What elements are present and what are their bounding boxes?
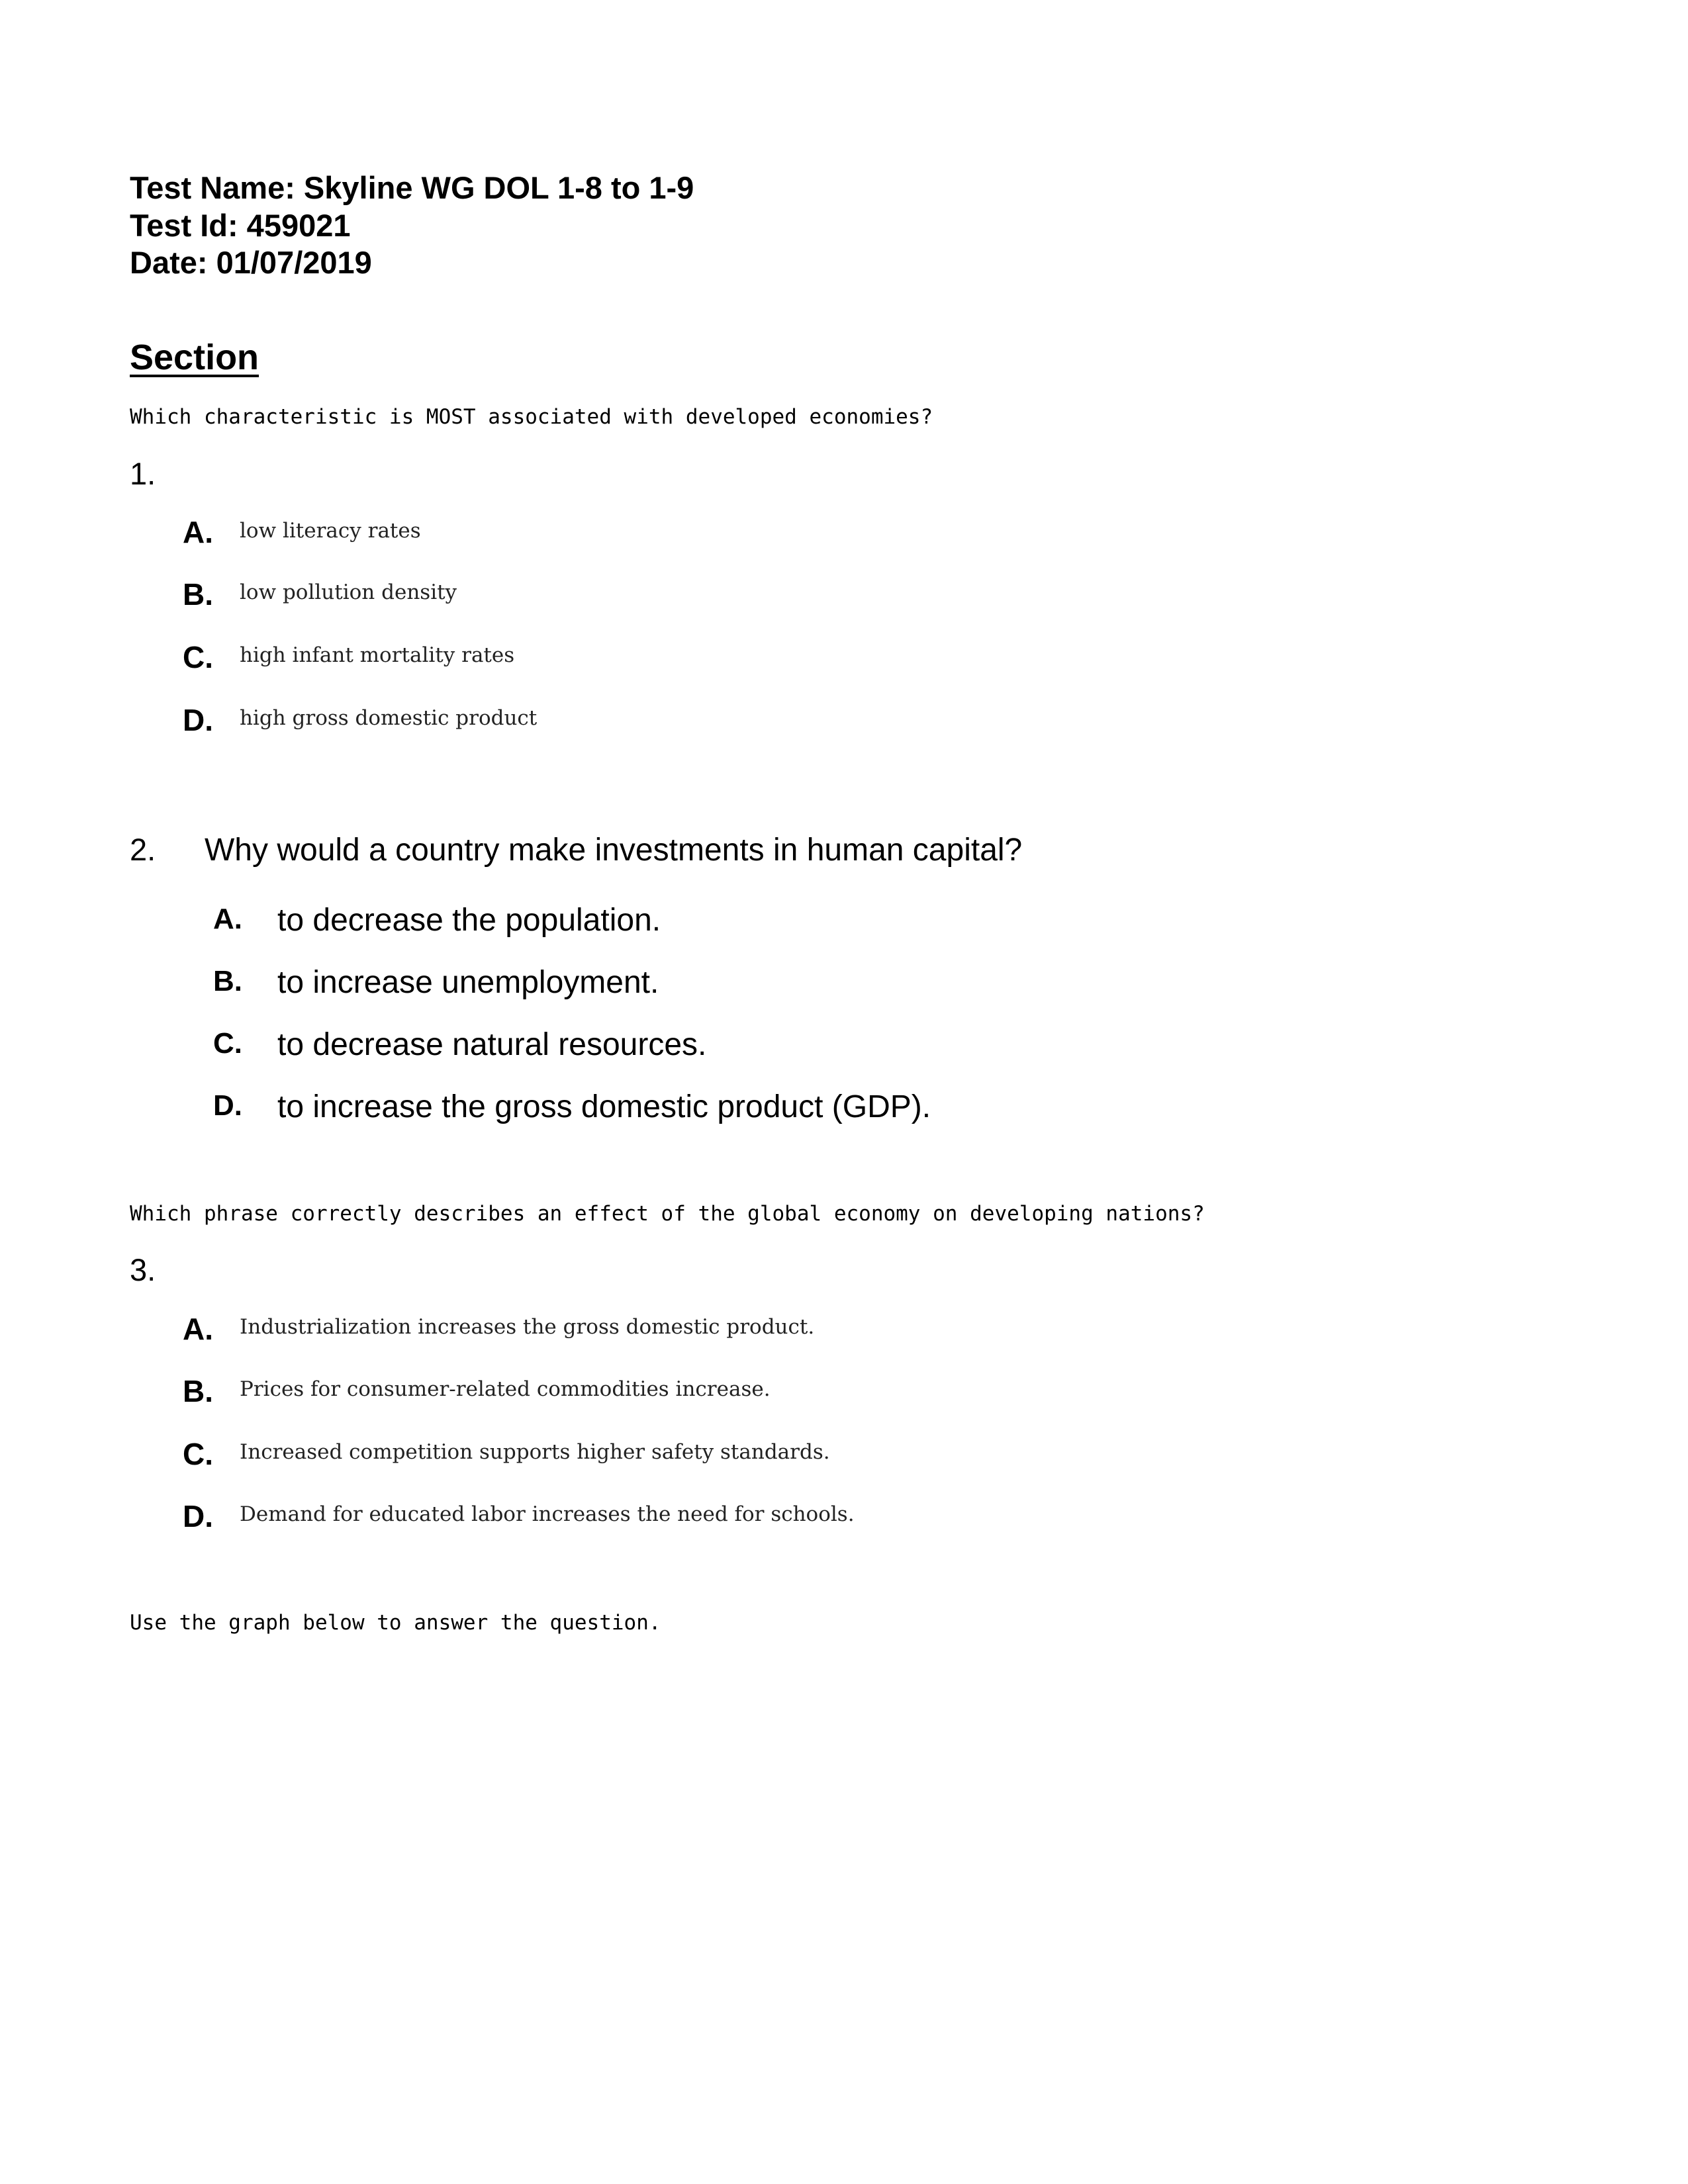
- q3-option-b-text[interactable]: Prices for consumer-related commodities increase.: [240, 1377, 771, 1401]
- test-date: Date: 01/07/2019: [130, 245, 372, 280]
- q3-option-d-text[interactable]: Demand for educated labor increases the need for schools.: [240, 1502, 855, 1526]
- q3-option-d-letter[interactable]: D.: [183, 1499, 213, 1533]
- q2-option-a-letter[interactable]: A.: [213, 903, 242, 935]
- q3-option-b-letter[interactable]: B.: [183, 1374, 213, 1408]
- question-2-prompt: Why would a country make investments in human capital?: [205, 833, 1023, 868]
- q3-option-c-letter[interactable]: C.: [183, 1437, 213, 1471]
- question-3-number: 3.: [130, 1252, 156, 1287]
- q2-option-c-text[interactable]: to decrease natural resources.: [277, 1027, 707, 1062]
- graph-instruction: Use the graph below to answer the question.: [130, 1611, 661, 1635]
- q3-option-c-text[interactable]: Increased competition supports higher safety standards.: [240, 1440, 830, 1464]
- q3-option-a-text[interactable]: Industrialization increases the gross domestic product.: [240, 1315, 815, 1339]
- q1-option-a-letter[interactable]: A.: [183, 515, 213, 549]
- test-name: Test Name: Skyline WG DOL 1-8 to 1-9: [130, 170, 694, 205]
- q1-option-b-letter[interactable]: B.: [183, 577, 213, 612]
- question-3-prompt: Which phrase correctly describes an effect of the global economy on developing nations?: [130, 1202, 1205, 1226]
- section-title: Section: [130, 338, 259, 377]
- test-id: Test Id: 459021: [130, 208, 351, 243]
- q2-option-d-text[interactable]: to increase the gross domestic product (GDP).: [277, 1089, 931, 1124]
- question-2-number: 2.: [130, 832, 156, 867]
- q2-option-c-letter[interactable]: C.: [213, 1027, 242, 1060]
- q1-option-c-text[interactable]: high infant mortality rates: [240, 643, 515, 667]
- q2-option-b-letter[interactable]: B.: [213, 965, 242, 997]
- q1-option-b-text[interactable]: low pollution density: [240, 580, 457, 604]
- q2-option-d-letter[interactable]: D.: [213, 1089, 242, 1122]
- question-1-prompt: Which characteristic is MOST associated with developed economies?: [130, 405, 933, 429]
- q2-option-b-text[interactable]: to increase unemployment.: [277, 965, 659, 1000]
- q1-option-d-letter[interactable]: D.: [183, 703, 213, 737]
- q2-option-a-text[interactable]: to decrease the population.: [277, 903, 661, 938]
- question-1-number: 1.: [130, 456, 156, 491]
- q3-option-a-letter[interactable]: A.: [183, 1312, 213, 1346]
- q1-option-d-text[interactable]: high gross domestic product: [240, 706, 538, 730]
- q1-option-a-text[interactable]: low literacy rates: [240, 519, 421, 543]
- q1-option-c-letter[interactable]: C.: [183, 640, 213, 674]
